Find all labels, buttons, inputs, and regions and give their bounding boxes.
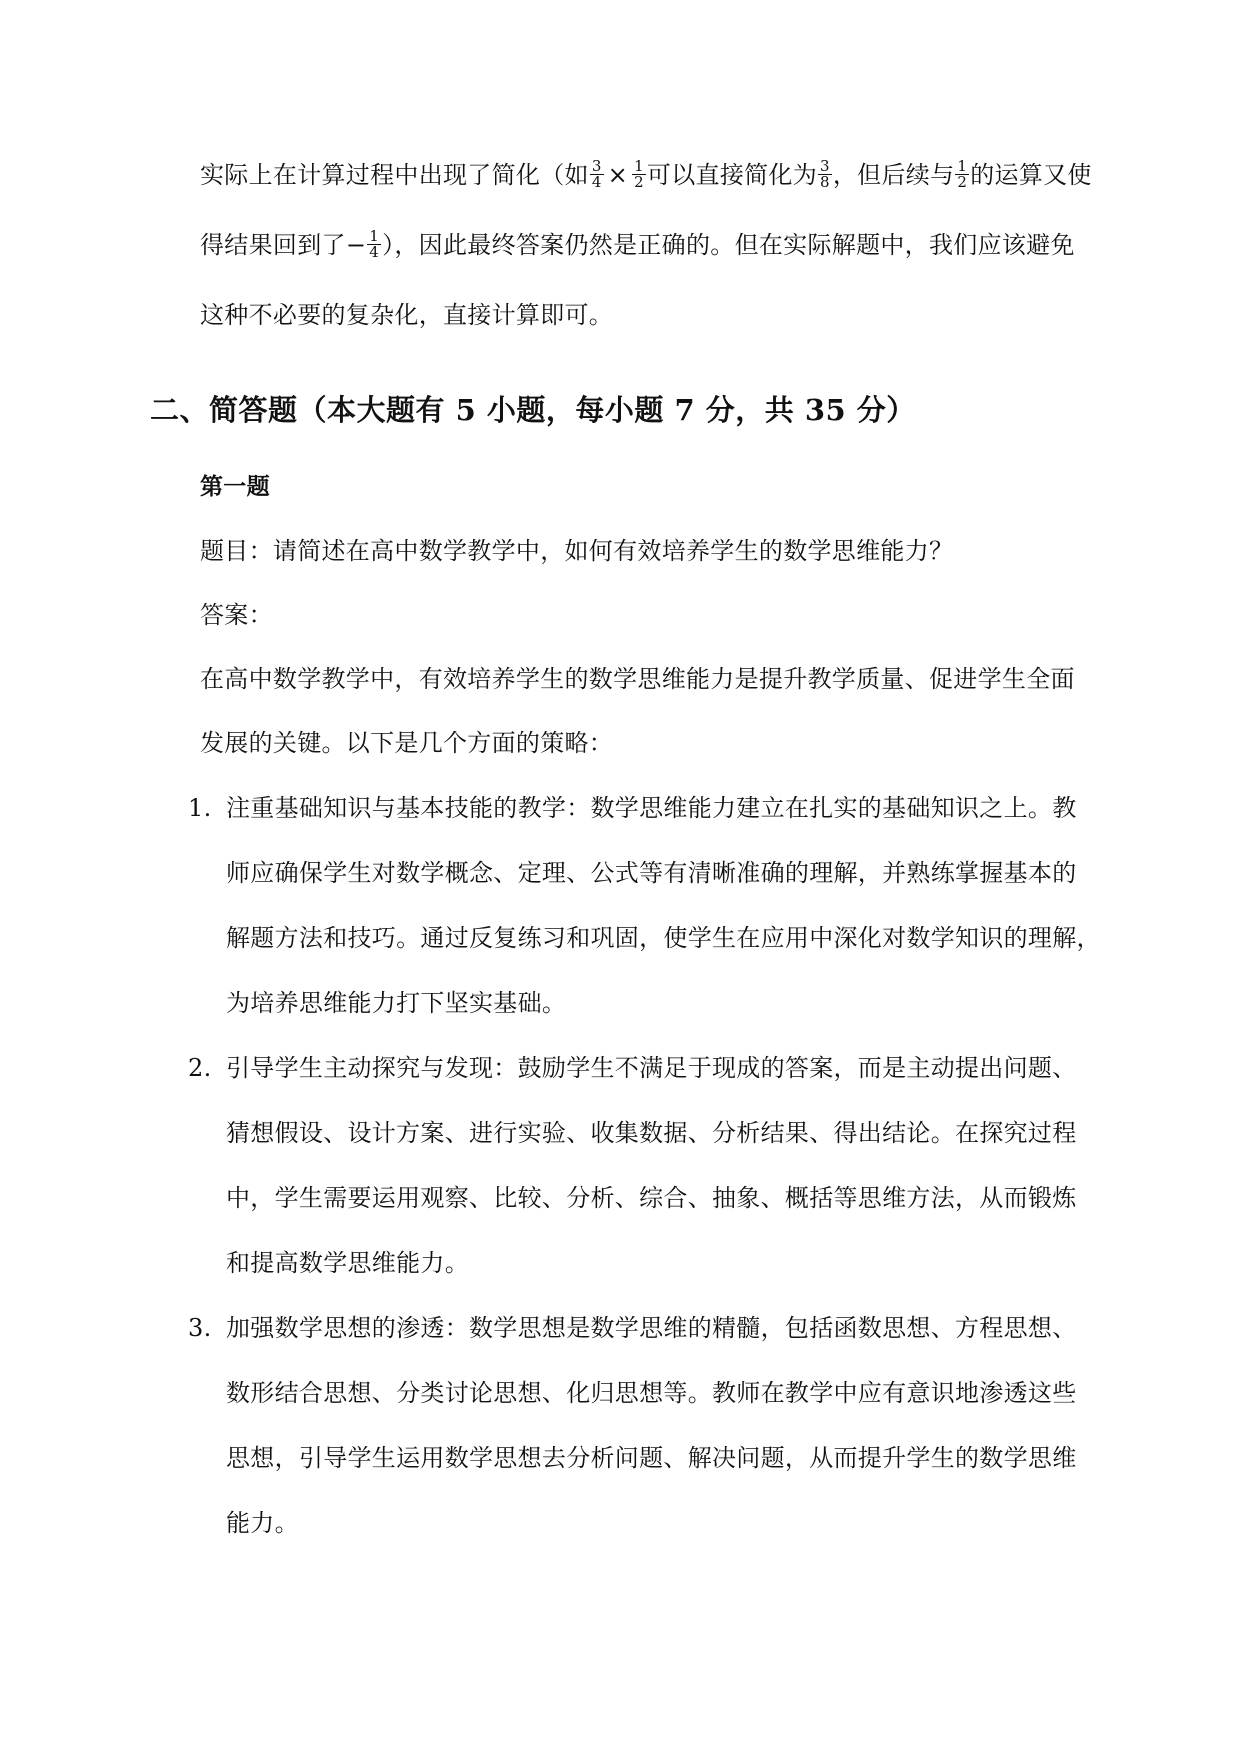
list-item-1-line-4: 为培养思维能力打下坚实基础。 — [226, 989, 567, 1017]
times-sign: × — [607, 161, 629, 189]
fraction-1-2-second: $\frac{1}{2}$ — [957, 157, 968, 191]
answer-label: 答案： — [200, 601, 273, 629]
answer-intro-line-1: 在高中数学教学中，有效培养学生的数学思维能力是提升教学质量、促进学生全面 — [200, 665, 1075, 693]
question-text: 题目：请简述在高中数学教学中，如何有效培养学生的数学思维能力？ — [200, 537, 954, 565]
list-item-2-line-3: 中，学生需要运用观察、比较、分析、综合、抽象、概括等思维方法，从而锻炼 — [226, 1184, 1077, 1212]
list-item-3-line-3: 思想，引导学生运用数学思想去分析问题、解决问题，从而提升学生的数学思维 — [226, 1444, 1077, 1472]
intro-text-1b: 可以直接简化为 — [646, 161, 818, 189]
list-item-3-line-2: 数形结合思想、分类讨论思想、化归思想等。教师在教学中应有意识地渗透这些 — [226, 1379, 1077, 1407]
list-item-3-line-1: 加强数学思想的渗透：数学思想是数学思维的精髓，包括函数思想、方程思想、 — [226, 1314, 1077, 1342]
minus-sign: − — [345, 231, 367, 259]
fraction-1-4: $\frac{1}{4}$ — [369, 227, 380, 261]
list-item-1-line-2: 师应确保学生对数学概念、定理、公式等有清晰准确的理解，并熟练掌握基本的 — [226, 859, 1077, 887]
intro-text-2a: 得结果回到了 — [200, 231, 346, 259]
list-item-2-line-1: 引导学生主动探究与发现：鼓励学生不满足于现成的答案，而是主动提出问题、 — [226, 1054, 1077, 1082]
list-item-number-3: 3. — [188, 1314, 212, 1342]
intro-line-3: 这种不必要的复杂化，直接计算即可。 — [200, 301, 614, 329]
question-number-heading: 第一题 — [200, 473, 270, 500]
list-item-number-2: 2. — [188, 1054, 212, 1082]
intro-text-1a: 实际上在计算过程中出现了简化（如 — [200, 161, 589, 189]
list-item-1-line-3: 解题方法和技巧。通过反复练习和巩固，使学生在应用中深化对数学知识的理解， — [226, 924, 1101, 952]
list-item-2-line-4: 和提高数学思维能力。 — [226, 1249, 469, 1277]
answer-intro-line-2: 发展的关键。以下是几个方面的策略： — [200, 729, 614, 757]
fraction-3-4: $\frac{3}{4}$ — [591, 157, 602, 191]
list-item-2-line-2: 猜想假设、设计方案、进行实验、收集数据、分析结果、得出结论。在探究过程 — [226, 1119, 1077, 1147]
intro-line-2 — [200, 227, 1075, 262]
section-heading: 二、简答题（本大题有 5 小题，每小题 7 分，共 35 分） — [150, 393, 916, 427]
intro-text-1c: ，但后续与 — [832, 161, 955, 189]
intro-text-1d: 的运算又使 — [970, 161, 1092, 189]
fraction-3-8: $\frac{3}{8}$ — [820, 157, 830, 191]
intro-text-2b: ），因此最终答案仍然是正确的。但在实际解题中，我们应该避免 — [382, 231, 1075, 259]
list-item-number-1: 1. — [188, 794, 212, 822]
list-item-3-line-4: 能力。 — [226, 1509, 299, 1537]
list-item-1-line-1: 注重基础知识与基本技能的教学：数学思维能力建立在扎实的基础知识之上。教 — [226, 794, 1077, 822]
fraction-1-2: $\frac{1}{2}$ — [634, 157, 644, 191]
intro-line-1 — [200, 157, 1092, 192]
